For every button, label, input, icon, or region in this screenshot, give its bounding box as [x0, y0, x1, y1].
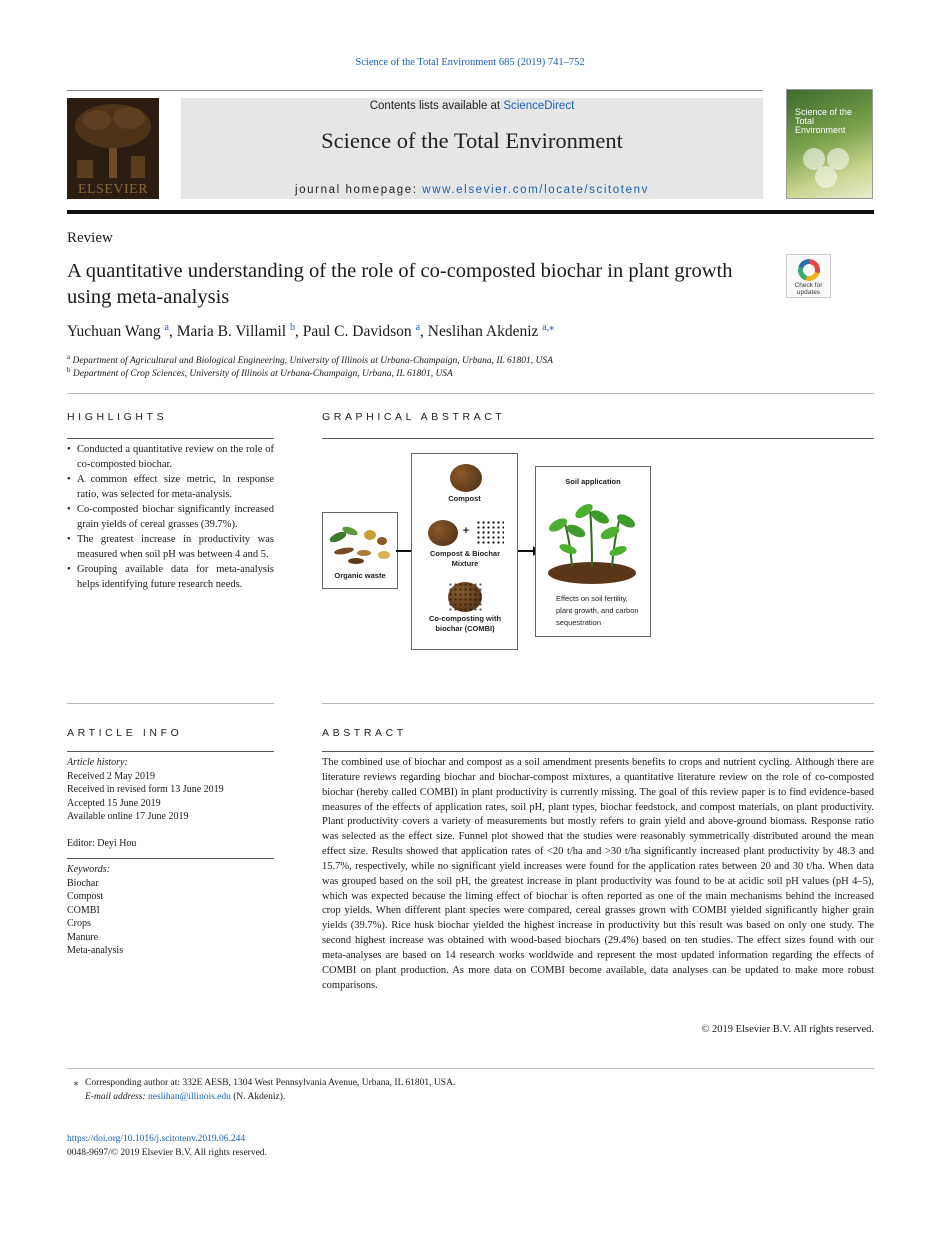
arrow-right-icon	[518, 550, 534, 552]
graphical-abstract-figure[interactable]	[322, 450, 662, 655]
keyword: Compost	[67, 891, 104, 902]
compost-icon	[450, 464, 482, 492]
keywords-list	[67, 863, 274, 958]
abstract-copyright: © 2019 Elsevier B.V. All rights reserved.	[701, 1024, 874, 1035]
keyword: Crops	[67, 918, 91, 929]
header-divider	[67, 90, 763, 91]
homepage-prefix: journal homepage:	[295, 184, 423, 196]
email-link[interactable]: neslihan@illinois.edu	[147, 1091, 231, 1102]
affiliation	[67, 353, 553, 366]
author-affiliation-link[interactable]: a	[164, 322, 169, 333]
contents-prefix: Contents lists available at	[369, 100, 504, 112]
compost-label: Compost	[448, 494, 481, 503]
abstract-text: The combined use of biochar and compost as a soil amendment presents benefits to crops and nutrient cycling. Although there are literature reviews regarding biochar and biochar-compost mixtures, a quantitative literature review on the role of co-composted biochar (hereby called COMBI) in plant productivity is currently missing. The goal of this review paper is to find evidence-based measures of the effects of application rates, soil pH, plant types, biochar feedstock, and compost materials, on plant productivity. Plant productivity covers a variety of measurements but mostly refers to grain yield and above-ground biomass. Response ratio was selected as the effect size. Funnel plot showed that the studies were reasonably symmetrically distributed around the mean effect size. Results showed that application rates of <20 t/ha and >30 t/ha significantly increased plant productivity by 48.3 and 15.7%, respectively, while no significant yield increases were found for the application rates between 20 and 30 t/ha. When data was grouped based on the soil pH, the greatest increase in plant productivity was found to be at acidic soil pH values (pH 4–5), which was expected because the liming effect of biochar is often reported as one of the main mechanisms behind the increased crop yields. When different plant species were compared, cereal grasses grown with COMBI yielded significantly higher grain yields (39.7%). Rice husk biochar yielded the highest increase in productivity but this result was based on only one study. The second highest increase was obtained with wood-based biochars (29.4%) based on ten studies. The effect sizes found with our meta-analyses are based on 14 research works worldwide and represent the most updated information regarding the effects of COMBI on plant production. As more data on COMBI become available, data analyses can be updated to make more robust comparisons.	[322, 757, 874, 991]
article-type: Review	[67, 230, 113, 246]
check-updates-label: Check for updates	[794, 282, 823, 296]
compost-mixture-icon	[428, 520, 458, 546]
elsevier-wordmark: ELSEVIER	[77, 182, 149, 197]
online-date: Available online 17 June 2019	[67, 811, 189, 822]
combi-label: Co-composting with biochar (COMBI)	[428, 614, 502, 633]
affiliation-text: Department of Crop Sciences, University of Illinois at Urbana-Champaign, Urbana, IL 61801, USA	[72, 369, 453, 380]
combi-particles-icon	[448, 582, 482, 612]
soil-application-box	[535, 466, 651, 637]
biochar-particles-icon	[476, 520, 504, 546]
keywords-rule	[67, 858, 274, 859]
sciencedirect-link[interactable]: ScienceDirect	[503, 100, 575, 112]
author-name[interactable]: Paul C. Davidson	[302, 323, 412, 341]
doi-link[interactable]: https://doi.org/10.1016/j.scitotenv.2019.06.244	[67, 1134, 246, 1144]
author-name[interactable]: Yuchuan Wang	[67, 323, 161, 341]
cover-title: Science of the Total Environment	[795, 107, 853, 135]
organic-waste-label: Organic waste	[334, 571, 386, 580]
issn-copyright: 0048-9697/© 2019 Elsevier B.V. All rights reserved.	[67, 1148, 267, 1158]
author-name[interactable]: Neslihan Akdeniz	[427, 323, 539, 341]
journal-title: Science of the Total Environment	[321, 128, 623, 153]
affiliation-mark: b	[67, 366, 71, 374]
elsevier-logo[interactable]	[67, 98, 159, 199]
journal-cover-thumbnail[interactable]	[786, 89, 873, 199]
keyword: Biochar	[67, 877, 99, 889]
highlight-item: • Co-composted biochar significantly increased grain yields of cereal grasses (39.7%).	[67, 502, 274, 532]
highlight-item: • The greatest increase in productivity was measured when soil pH was between 4 and 5.	[67, 532, 274, 562]
soil-application-label: Soil application	[565, 477, 621, 486]
highlight-item: • Conducted a quantitative review on the role of co-composted biochar.	[67, 442, 274, 472]
author-name[interactable]: Maria B. Villamil	[176, 323, 287, 341]
accepted-date: Accepted 15 June 2019	[67, 797, 161, 809]
header-thick-rule	[67, 210, 874, 214]
check-updates-icon	[798, 259, 820, 281]
article-title: A quantitative understanding of the role of co-composted biochar in plant growth using meta-analysis	[67, 260, 733, 308]
author-affiliation-link[interactable]: b	[290, 322, 295, 333]
homepage-link[interactable]: www.elsevier.com/locate/scitotenv	[422, 184, 649, 196]
abstract-rule	[322, 751, 874, 752]
article-info-heading: ARTICLE INFO	[67, 727, 183, 739]
organic-waste-icon	[324, 519, 398, 569]
corresponding-address: Corresponding author at: 332E AESB, 1304 West Pennsylvania Avenue, Urbana, IL 61801, USA.	[85, 1078, 456, 1088]
history-label: Article history:	[67, 757, 128, 768]
editor: Editor: Deyi Hou	[67, 838, 137, 849]
organic-waste-box	[322, 512, 398, 589]
section-divider	[322, 703, 874, 704]
highlights-list	[67, 442, 274, 592]
keyword: Meta-analysis	[67, 945, 124, 956]
contents-line	[181, 100, 763, 112]
revised-date: Received in revised form 13 June 2019	[67, 784, 224, 795]
mixture-label: Compost & Biochar Mixture	[429, 549, 500, 568]
graphical-abstract-heading: GRAPHICAL ABSTRACT	[322, 411, 506, 423]
journal-homepage	[181, 184, 763, 196]
article-history	[67, 756, 274, 851]
journal-citation-link[interactable]: Science of the Total Environment 685 (2019) 741–752	[355, 57, 585, 68]
graphical-abstract-rule	[322, 438, 874, 439]
keyword: COMBI	[67, 904, 100, 916]
author-affiliation-link[interactable]: a	[415, 322, 421, 333]
article-info-rule	[67, 751, 274, 752]
received-date: Received 2 May 2019	[67, 770, 156, 782]
footnote-rule	[67, 1068, 874, 1069]
section-divider	[67, 393, 874, 394]
check-for-updates-button[interactable]	[786, 254, 831, 298]
affiliation-text: Department of Agricultural and Biological Engineering, University of Illinois at Urbana-Champaign, Urbana, IL 61801, USA	[72, 356, 553, 367]
compost-process-box	[411, 453, 518, 650]
plus-sign: +	[462, 525, 470, 537]
highlight-item: • A common effect size metric, ln response ratio, was selected for meta-analysis.	[67, 472, 274, 502]
effects-text: Effects on soil fertility, plant growth, and carbon sequestration	[556, 594, 639, 627]
email-label: E-mail address:	[85, 1091, 148, 1102]
corresponding-author-note	[67, 1077, 874, 1104]
affiliation	[67, 366, 453, 379]
highlights-rule	[67, 438, 274, 439]
keyword: Manure	[67, 931, 99, 943]
highlight-item: • Grouping available data for meta-analysis helps identifying future research needs.	[67, 562, 274, 592]
tree-logo-icon	[67, 98, 159, 183]
author-list: Yuchuan Wang $^a$, Maria B. Villamil $^b$, Paul C. Davidson $^a$, Neslihan Akdeniz $^{a,⁎}$	[67, 322, 555, 341]
asterisk-icon: ⁎	[73, 1078, 79, 1088]
email-suffix: (N. Akdeniz).	[230, 1091, 286, 1102]
affiliation-mark: a	[67, 353, 71, 361]
abstract-heading: ABSTRACT	[322, 727, 407, 739]
keywords-label: Keywords:	[67, 864, 110, 875]
cover-circle-icon	[815, 166, 837, 188]
section-divider	[67, 703, 274, 704]
highlights-heading: HIGHLIGHTS	[67, 411, 168, 423]
author-affiliation-link[interactable]: a,⁎	[542, 322, 555, 333]
plant-growth-icon	[542, 495, 642, 585]
